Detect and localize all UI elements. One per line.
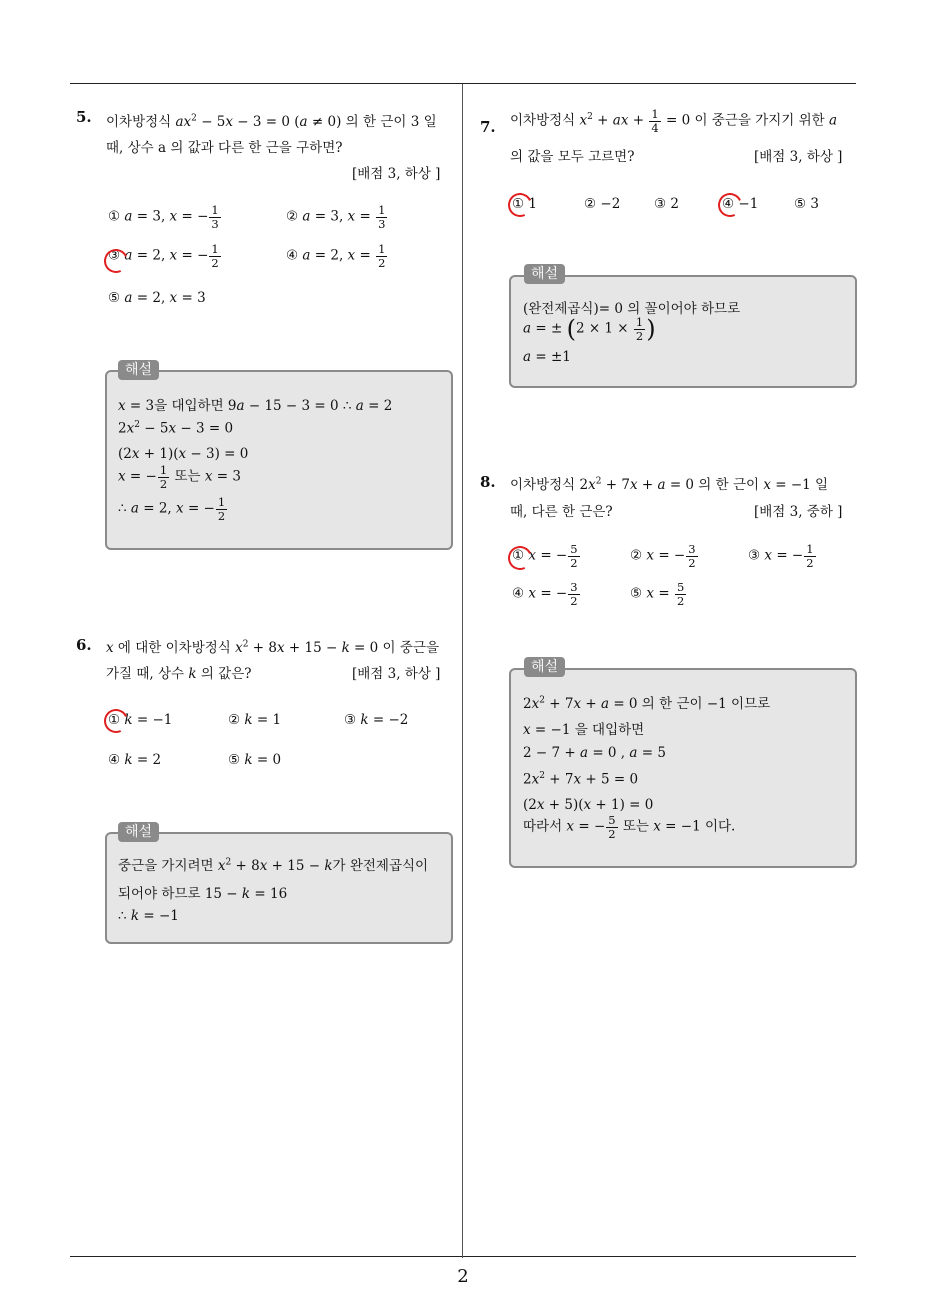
solution-tag: 해설 [524, 264, 565, 284]
solution-line: (2x + 5)(x + 1) = 0 [523, 797, 654, 813]
solution-tag: 해설 [118, 360, 159, 380]
question-text-line1: 이차방정식 $ax^2 - 5x - 3 = 0$ (a ≠ 0) 의 한 근이 3 일 [106, 113, 437, 130]
choice-4[interactable]: ④ a = 2, x = $\frac{1}{2}$ [286, 242, 386, 270]
choice-3[interactable]: ③ k = −2 [344, 712, 409, 728]
choice-2[interactable]: ② −2 [584, 196, 621, 212]
choice-4[interactable]: ④ x = − $\frac{3}{2}$ [512, 580, 578, 608]
solution-line: $2x^2 + 7x + 5 = 0$ [523, 771, 639, 788]
solution-line: x = − $\frac{1}{2}$ 또는 x = 3 [118, 463, 241, 491]
solution-line: x = 3을 대입하면 9a − 15 − 3 = 0 ∴ a = 2 [118, 398, 393, 414]
solution-line: (완전제곱식)= 0 의 꼴이어야 하므로 [523, 301, 741, 317]
solution-line: ∴ a = 2, x = − $\frac{1}{2}$ [118, 495, 226, 523]
solution-line: a = ±1 [523, 349, 571, 365]
bottom-rule [70, 1256, 856, 1257]
question-text-line1: x 에 대한 이차방정식 $x^2 + 8x + 15 - k = 0$ 이 중근을 [106, 639, 439, 656]
choice-5[interactable]: ⑤ x = $\frac{5}{2}$ [630, 580, 685, 608]
solution-box [105, 370, 453, 550]
question-text-line2: 때, 상수 a 의 값과 다른 한 근을 구하면? [106, 140, 343, 156]
question-number: 5. [76, 108, 92, 126]
score-level: [배점 3, 중하 ] [754, 504, 843, 520]
solution-line: 2 − 7 + a = 0 , a = 5 [523, 745, 666, 761]
solution-line: x = −1 을 대입하면 [523, 722, 645, 738]
choice-2[interactable]: ② k = 1 [228, 712, 282, 728]
choice-3[interactable]: ③ x = − $\frac{1}{2}$ [748, 542, 814, 570]
score-level: [배점 3, 하상 ] [352, 666, 441, 682]
answer-mark-circle [101, 706, 132, 737]
column-divider [462, 84, 463, 1258]
solution-line: 되어야 하므로 15 − k = 16 [118, 886, 288, 902]
answer-mark-circle [715, 190, 746, 221]
solution-box [509, 275, 857, 388]
question-text-line2: 의 값을 모두 고르면? [510, 149, 635, 165]
question-number: 8. [480, 473, 496, 491]
choice-1[interactable]: ① 1 [512, 196, 537, 212]
solution-box [105, 832, 453, 944]
question-number: 6. [76, 636, 92, 654]
question-text-line1: 이차방정식 $x^2$ + ax + $\frac{1}{4}$ = 0 이 중근을 가지기 위한 a [510, 107, 838, 135]
page-number: 2 [457, 1266, 469, 1287]
choice-5[interactable]: ⑤ a = 2, x = 3 [108, 290, 206, 306]
question-number: 7. [480, 118, 496, 136]
solution-line: 중근을 가지려면 $x^2 + 8x + 15 - k$가 완전제곱식이 [118, 857, 429, 874]
solution-line: $2x^2 + 7x + a = 0$ 의 한 근이 −1 이므로 [523, 695, 771, 712]
solution-box [509, 668, 857, 868]
solution-tag: 해설 [524, 657, 565, 677]
solution-line: (2x + 1)(x − 3) = 0 [118, 446, 249, 462]
solution-tag: 해설 [118, 822, 159, 842]
solution-line: ∴ k = −1 [118, 908, 179, 924]
choice-2[interactable]: ② x = − $\frac{3}{2}$ [630, 542, 696, 570]
solution-line: $2x^2 - 5x - 3 = 0$ [118, 420, 234, 437]
choice-3[interactable]: ③ 2 [654, 196, 679, 212]
choice-3[interactable]: ③ a = 2, x = − $\frac{1}{2}$ [108, 242, 219, 270]
solution-line: a = ± (2 × 1 × $\frac{1}{2}$ ) [523, 314, 656, 343]
choice-4[interactable]: ④ k = 2 [108, 752, 162, 768]
score-level: [배점 3, 하상 ] [754, 149, 843, 165]
question-text-line2: 때, 다른 한 근은? [510, 504, 613, 520]
choice-1[interactable]: ① a = 3, x = − $\frac{1}{3}$ [108, 203, 219, 231]
answer-mark-circle [505, 190, 536, 221]
choice-4[interactable]: ④ −1 [722, 196, 759, 212]
solution-line: 따라서 x = − $\frac{5}{2}$ 또는 x = −1 이다. [523, 813, 736, 841]
score-level: [배점 3, 하상 ] [352, 166, 441, 182]
top-rule [70, 83, 856, 84]
choice-5[interactable]: ⑤ 3 [794, 196, 819, 212]
question-text-line1: 이차방정식 $2x^2 + 7x + a = 0$ 의 한 근이 x = −1 일 [510, 476, 829, 493]
choice-5[interactable]: ⑤ k = 0 [228, 752, 282, 768]
choice-1[interactable]: ① k = −1 [108, 712, 173, 728]
choice-2[interactable]: ② a = 3, x = $\frac{1}{3}$ [286, 203, 386, 231]
question-text-line2: 가질 때, 상수 k 의 값은? [106, 666, 252, 682]
choice-1[interactable]: ① x = − $\frac{5}{2}$ [512, 542, 578, 570]
